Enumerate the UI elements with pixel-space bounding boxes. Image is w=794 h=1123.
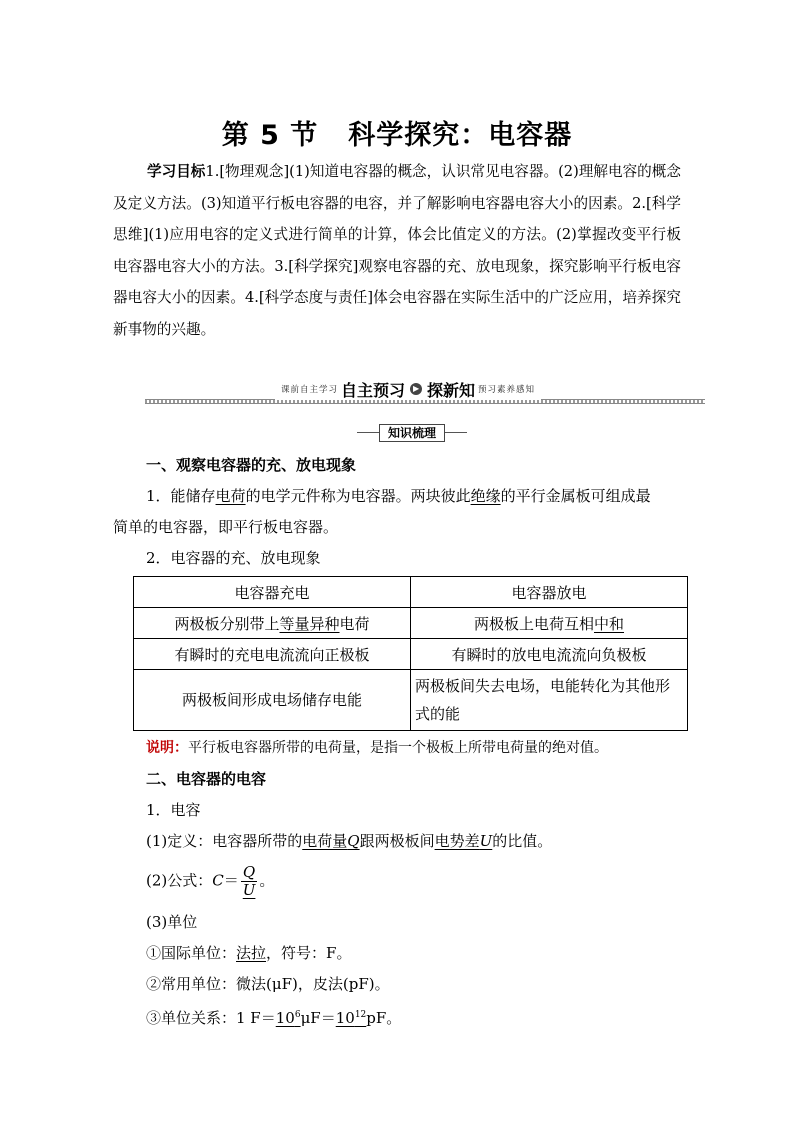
capacitance-formula: (2)公式：C＝ $\frac{Q}{U}$ 。 <box>146 863 275 899</box>
part1-heading: 一、观察电容器的充、放电现象 <box>146 456 357 474</box>
note-text: 平行板电容器所带的电荷量，是指一个极板上所带电荷量的绝对值。 <box>188 740 608 756</box>
part1-para1: 1．能储存电荷的电学元件称为电容器。两块彼此绝缘的平行金属板可组成最 <box>146 487 651 505</box>
knowledge-tag: 知识梳理 <box>357 424 467 442</box>
section-name: 科学探究：电容器 <box>348 120 573 151</box>
table-cell: 两极板间形成电场储存电能 <box>134 670 411 731</box>
table-row <box>134 639 688 670</box>
banner-right-small: 预习素养感知 <box>478 385 536 395</box>
table-row <box>134 608 688 639</box>
part1-para1-line2: 简单的电容器，即平行板电容器。 <box>113 518 339 536</box>
banner-big-2: 探新知 <box>427 380 476 400</box>
table-cell: 两极板分别带上等量异种电荷 <box>134 608 411 639</box>
section-number: 第 5 节 <box>221 120 319 151</box>
unit-title: (3)单位 <box>146 913 198 931</box>
capacitance-definition: (1)定义：电容器所带的电荷量Q跟两极板间电势差U的比值。 <box>146 832 553 850</box>
table-cell: 两极板上电荷互相中和 <box>411 608 688 639</box>
table-cell: 有瞬时的放电电流流向负极板 <box>411 639 688 670</box>
table-row <box>134 577 688 608</box>
charge-discharge-table <box>133 576 688 731</box>
banner-arrow-icon: ▶ <box>410 383 422 395</box>
goals-text: 1.[物理观念](1)知道电容器的概念，认识常见电容器。(2)理解电容的概念及定义方法。(3)知道平行板电容器的电容，并了解影响电容器电容大小的因素。2.[科学思维](1)应用电容的定义式进行简单的计算，体会比值定义的方法。(2)掌握改变平行板电容器电容大小的方法。3.[科学探究]观察电容器的充、放电现象，探究影响平行板电容器电容大小的因素。4.[科学态度与责任]体会电容器在实际生活中的广泛应用，培养探究新事物的兴趣。 <box>113 163 681 338</box>
preview-banner <box>145 378 705 408</box>
table-cell: 两极板间失去电场，电能转化为其他形式的能 <box>411 670 688 731</box>
table-header: 电容器放电 <box>411 577 688 608</box>
goals-label: 学习目标 <box>147 163 206 180</box>
note <box>146 738 608 758</box>
table-cell: 有瞬时的充电电流流向正极板 <box>134 639 411 670</box>
part2-subheading: 1．电容 <box>146 801 201 819</box>
unit-si: ①国际单位：法拉，符号：F。 <box>146 944 352 962</box>
page-title <box>0 113 794 152</box>
unit-common: ②常用单位：微法(μF)，皮法(pF)。 <box>146 975 390 993</box>
table-header: 电容器充电 <box>134 577 411 608</box>
unit-relation: ③单位关系：1 $F=10^6\mu F=10^{12}pF$。 <box>146 1009 402 1027</box>
note-label: 说明： <box>146 740 188 756</box>
part1-para2: 2．电容器的充、放电现象 <box>146 549 321 567</box>
banner-left-small: 课前自主学习 <box>281 385 339 395</box>
table-row <box>134 670 688 731</box>
learning-goals <box>113 156 681 345</box>
part2-heading: 二、电容器的电容 <box>146 770 267 788</box>
banner-big-1: 自主预习 <box>341 380 406 400</box>
